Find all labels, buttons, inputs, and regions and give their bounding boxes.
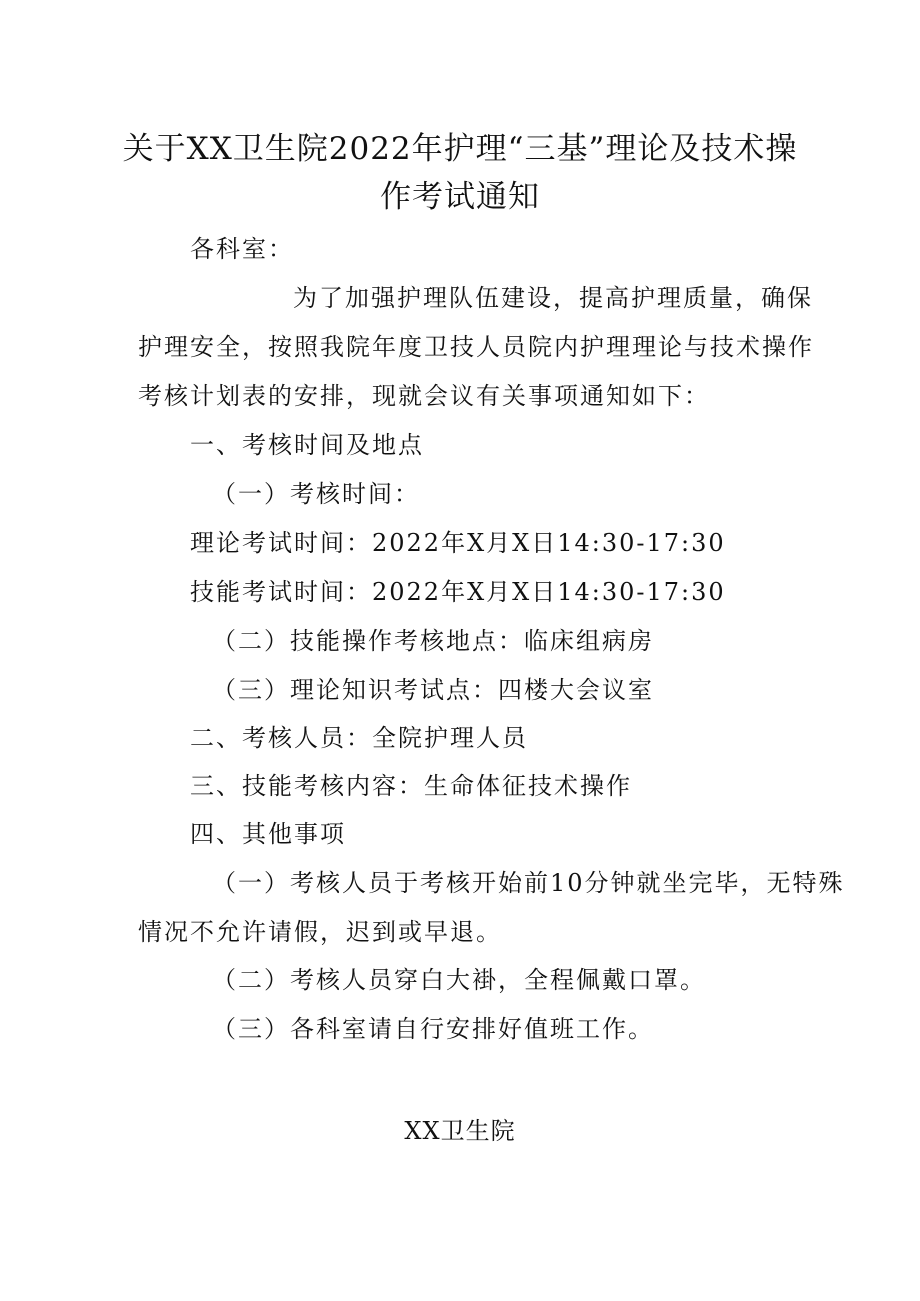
- theory-exam-time: 理论考试时间：2022年X月X日14:30-17:30: [190, 529, 726, 557]
- salutation: 各科室：: [190, 235, 294, 263]
- section-4-item-1-line-1: （一）考核人员于考核开始前10分钟就坐完毕，无特殊: [212, 869, 845, 897]
- skill-exam-time: 技能考试时间：2022年X月X日14:30-17:30: [190, 578, 726, 606]
- section-heading-3: 三、技能考核内容：生命体征技术操作: [190, 772, 632, 800]
- section-heading-4: 四、其他事项: [190, 820, 346, 848]
- signature: XX卫生院: [404, 1117, 516, 1145]
- section-1-subitem-2: （二）技能操作考核地点：临床组病房: [212, 627, 654, 655]
- section-1-subitem-3: （三）理论知识考试点：四楼大会议室: [212, 676, 654, 704]
- document-title-line-2: 作考试通知: [380, 179, 540, 215]
- section-heading-1: 一、考核时间及地点: [190, 431, 424, 459]
- section-4-item-1-line-2: 情况不允许请假，迟到或早退。: [138, 918, 502, 946]
- section-4-item-2: （二）考核人员穿白大褂，全程佩戴口罩。: [212, 966, 706, 994]
- intro-line-1: 为了加强护理队伍建设，提高护理质量，确保: [293, 284, 813, 312]
- document-title-line-1: 关于XX卫生院2022年护理“三基”理论及技术操: [122, 131, 798, 167]
- intro-line-2: 护理安全，按照我院年度卫技人员院内护理理论与技术操作: [138, 333, 814, 361]
- intro-line-3: 考核计划表的安排，现就会议有关事项通知如下：: [138, 382, 710, 410]
- section-1-subitem-1: （一）考核时间：: [212, 480, 420, 508]
- section-4-item-3: （三）各科室请自行安排好值班工作。: [212, 1015, 654, 1043]
- section-heading-2: 二、考核人员：全院护理人员: [190, 724, 528, 752]
